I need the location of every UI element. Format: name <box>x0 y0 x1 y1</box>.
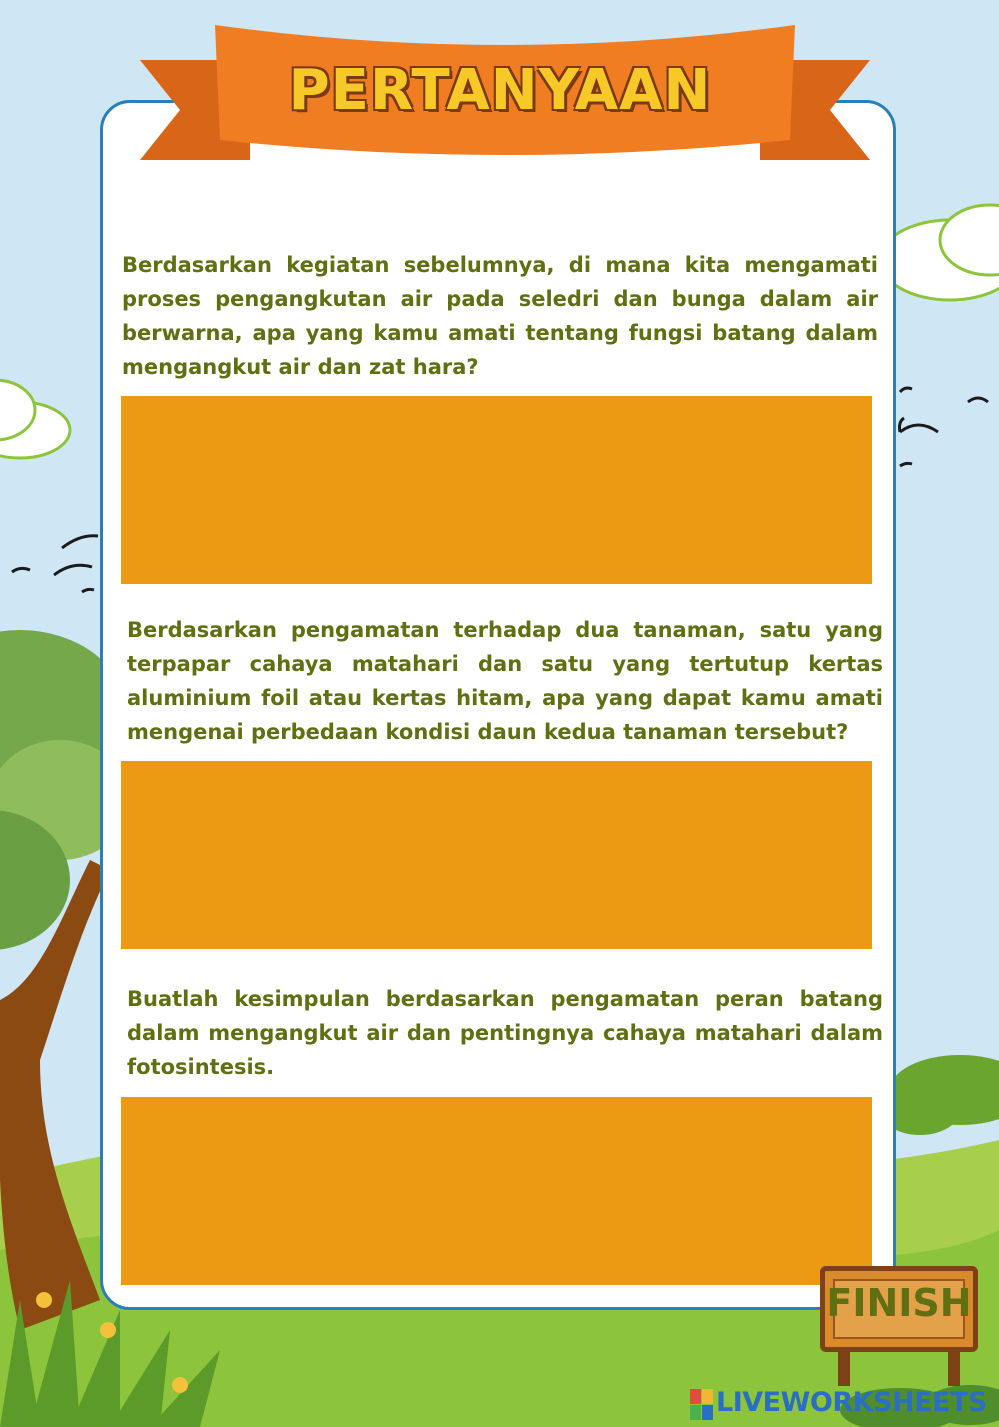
liveworksheets-logo-icon <box>690 1389 714 1421</box>
answer-box-3[interactable] <box>121 1097 872 1285</box>
answer-box-1[interactable] <box>121 396 872 584</box>
finish-button[interactable] <box>820 1266 978 1352</box>
answer-box-2[interactable] <box>121 761 872 949</box>
page-title: PERTANYAAN <box>288 58 712 123</box>
question-3-text: Buatlah kesimpulan berdasarkan pengamatan peran batang dalam mengangkut air dan pentingnya cahaya matahari dalam fotosintesis. <box>127 987 883 1079</box>
sign-post-right <box>948 1350 960 1386</box>
liveworksheets-watermark <box>690 1387 995 1423</box>
question-1-text: Berdasarkan kegiatan sebelumnya, di mana kita mengamati proses pengangkutan air pada seledri dan bunga dalam air berwarna, apa yang kamu amati tentang fungsi batang dalam mengangkut air dan zat hara? <box>122 253 878 379</box>
question-2-text: Berdasarkan pengamatan terhadap dua tanaman, satu yang terpapar cahaya matahari dan satu yang tertutup kertas aluminium foil atau kertas hitam, apa yang dapat kamu amati mengenai perbedaan kondisi daun kedua tanaman tersebut? <box>127 618 883 744</box>
finish-label: FINISH <box>826 1281 972 1325</box>
watermark-text: LIVEWORKSHEETS <box>716 1387 987 1418</box>
sign-post-left <box>838 1350 850 1386</box>
